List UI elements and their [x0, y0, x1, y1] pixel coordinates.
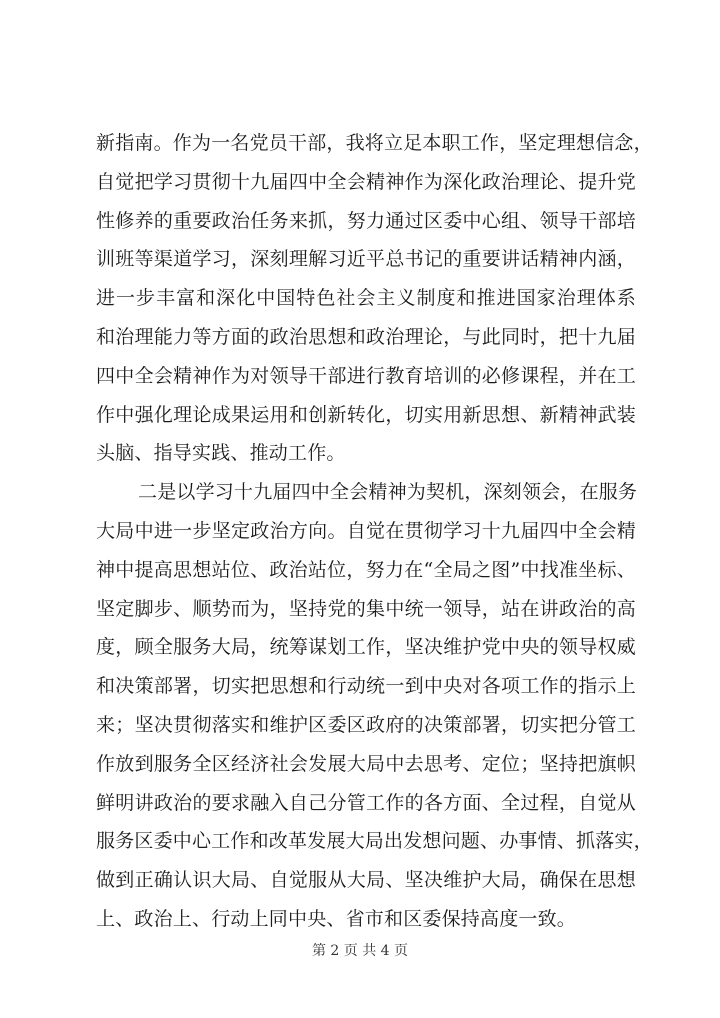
text-line: 作放到服务全区经济社会发展大局中去思考、定位；坚持把旗帜: [96, 752, 636, 775]
body-text: [96, 124, 653, 939]
text-line: 二是以学习十九届四中全会精神为契机，深刻领会，在服务: [138, 481, 638, 504]
text-line: 神中提高思想站位、政治站位，努力在“全局之图”中找准坐标、: [96, 558, 636, 581]
text-line: 和决策部署，切实把思想和行动统一到中央对各项工作的指示上: [96, 675, 636, 698]
text-line: 四中全会精神作为对领导干部进行教育培训的必修课程，并在工: [96, 364, 636, 387]
text-line: 大局中进一步坚定政治方向。自觉在贯彻学习十九届四中全会精: [96, 519, 636, 542]
text-line: 上、政治上、行动上同中央、省市和区委保持高度一致。: [96, 907, 577, 930]
text-line: 训班等渠道学习，深刻理解习近平总书记的重要讲话精神内涵，: [96, 248, 636, 271]
text-line: 度，顾全服务大局，统筹谋划工作，坚决维护党中央的领导权威: [96, 636, 636, 659]
text-line: 和治理能力等方面的政治思想和政治理论，与此同时，把十九届: [96, 325, 636, 348]
text-line: 作中强化理论成果运用和创新转化，切实用新思想、新精神武装: [96, 403, 636, 426]
text-line: 进一步丰富和深化中国特色社会主义制度和推进国家治理体系: [96, 287, 636, 310]
text-line: 头脑、指导实践、推动工作。: [96, 442, 346, 465]
text-line: 自觉把学习贯彻十九届四中全会精神作为深化政治理论、提升党: [96, 170, 636, 193]
page-number-footer: 第 2 页 共 4 页: [311, 943, 409, 959]
text-line: 服务区委中心工作和改革发展大局出发想问题、办事情、抓落实，: [96, 830, 653, 853]
text-line: 做到正确认识大局、自觉服从大局、坚决维护大局，确保在思想: [96, 869, 636, 892]
text-line: 新指南。作为一名党员干部，我将立足本职工作，坚定理想信念，: [96, 132, 653, 154]
text-line: 性修养的重要政治任务来抓，努力通过区委中心组、领导干部培: [96, 209, 636, 232]
text-line: 坚定脚步、顺势而为，坚持党的集中统一领导，站在讲政治的高: [96, 597, 636, 620]
text-line: 来；坚决贯彻落实和维护区委区政府的决策部署，切实把分管工: [96, 713, 636, 736]
paragraph-1: [96, 124, 653, 473]
text-line: 鲜明讲政治的要求融入自己分管工作的各方面、全过程，自觉从: [96, 791, 636, 814]
paragraph-2: [96, 473, 653, 939]
